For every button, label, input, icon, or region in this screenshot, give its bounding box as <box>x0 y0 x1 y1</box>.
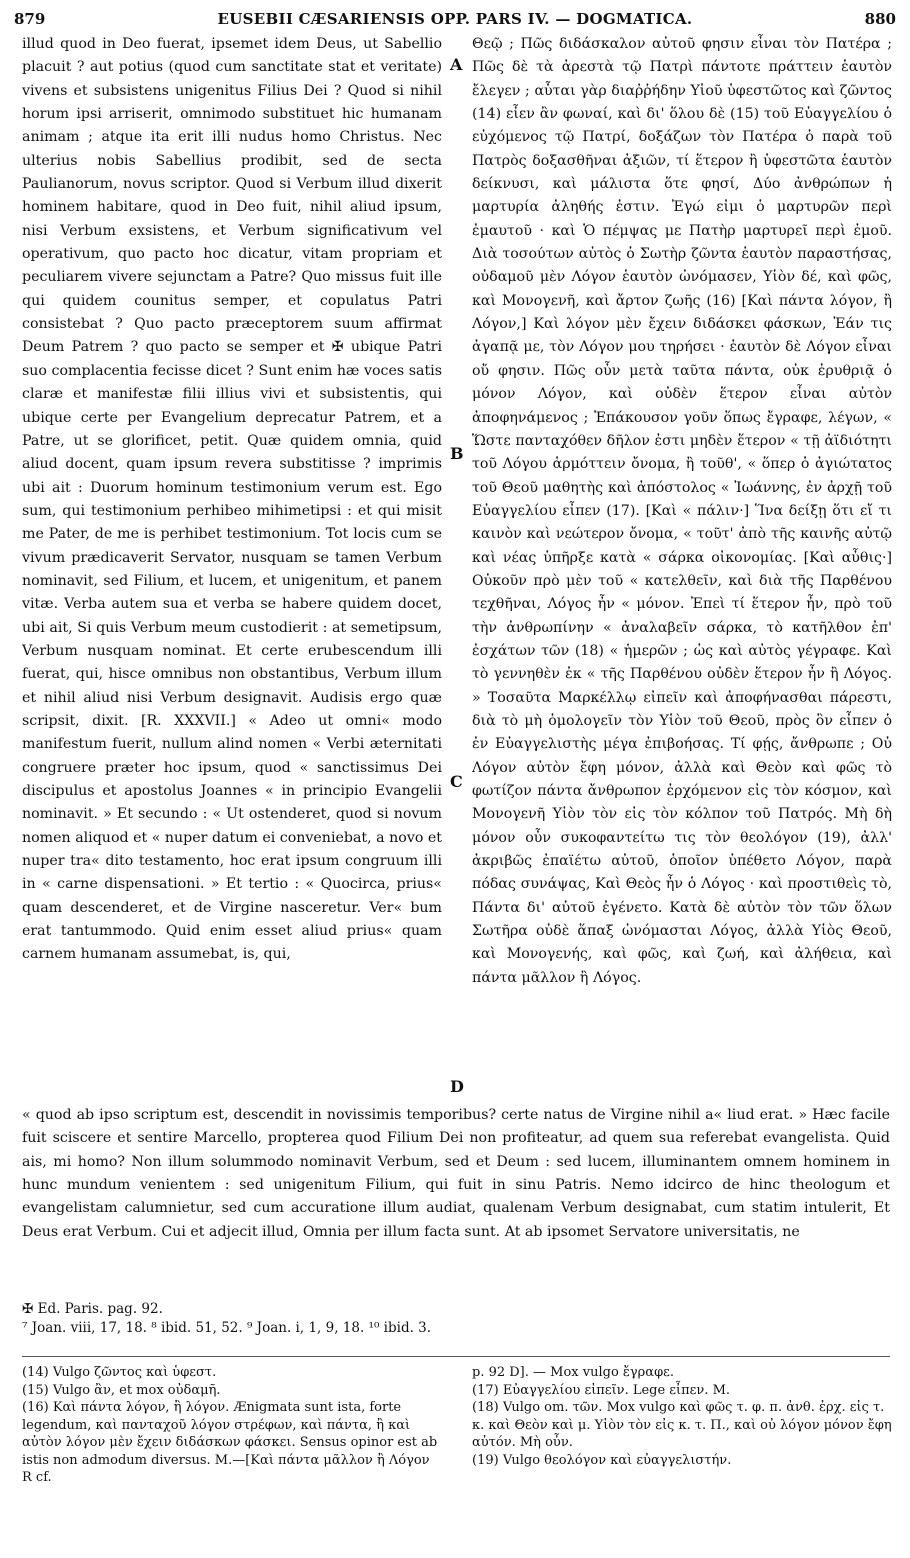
section-marker-c: C <box>450 772 463 791</box>
greek-text: Θεῷ ; Πῶς διδάσκαλον αὐτοῦ φησιν εἶναι τὸν Πατέρα ; Πῶς δὲ τὰ ἀρεστὰ τῷ Πατρὶ πάντοτε πράττειν ἑαυτὸν ἔλεγεν ; αὗται γὰρ διαῤῥήδην Υἱοῦ ὑφεστῶτος καὶ ζῶντος (14) εἶεν ἂν φωναί, καὶ δι' ὅλου δὲ (15) τοῦ Εὐαγγελίου ὁ εὐχόμενος τῷ Πατρί, δοξάζων τὸν Πατέρα ὁ παρὰ τοῦ Πατρὸς δοξασθῆναι ἀξιῶν, τί ἕτερον ἢ ὑφεστῶτα ἑαυτὸν δείκνυσι, καὶ μάλιστα ὅτε φησί, Δύο ἀνθρώπων ἡ μαρτυρία ἀληθής ἐστιν. Ἐγώ εἰμι ὁ μαρτυρῶν περὶ ἐμαυτοῦ · καὶ Ὁ πέμψας με Πατὴρ μαρτυρεῖ περὶ ἐμοῦ. Διὰ τοσούτων αὐτὸς ὁ Σωτὴρ ζῶντα ἑαυτὸν παραστήσας, οὐδαμοῦ μὲν Λόγον ἑαυτὸν ὠνόμασεν, Υἱὸν δέ, καὶ φῶς, καὶ Μονογενῆ, καὶ ἄρτον ζωῆς (16) [Καὶ πάντα λόγον, ἢ Λόγον,] Καὶ λόγον μὲν ἔχειν διδάσκει φάσκων, Ἐάν τις ἀγαπᾷ με, τὸν Λόγον μου τηρήσει · ἑαυτὸν δὲ Λόγον εἶναι οὔ φησιν. Πῶς οὖν μετὰ ταῦτα πάντα, οὐκ ἐρυθριᾷ ὁ μόνον Λόγον, καὶ οὐδὲν ἕτερον εἶναι αὐτὸν ἀποφηνάμενος ; Ἐπάκουσον γοῦν ὅπως ἔγραφε, λέγων, « Ὥστε πανταχόθεν δῆλον ἐστι μηδὲν ἕτερον « τῇ ἀϊδιότητι τοῦ Λόγου ἁρμόττειν ὄνομα, ἢ τοῦθ', « ὅπερ ὁ ἁγιώτατος τοῦ Θεοῦ μαθητὴς καὶ ἀπόστολος « Ἰωάννης, ἐν ἀρχῇ τοῦ Εὐαγγελίου εἶπεν (17). [Καὶ « πάλιν·] Ἵνα δείξῃ ὅτι εἴ τι καινὸν καὶ νεώτερον ὄνομα, « τοῦτ' ἀπὸ τῆς καινῆς αὐτῷ καὶ νέας ὑπῆρξε κατὰ « σάρκα οἰκονομίας. [Καὶ αὖθις·] Οὐκοῦν πρὸ μὲν τοῦ « κατελθεῖν, καὶ διὰ τῆς Παρθένου τεχθῆναι, Λόγος ἦν « μόνον. Ἐπεὶ τί ἕτερον ἦν, πρὸ τοῦ τὴν ἀνθρωπίνην « ἀναλαβεῖν σάρκα, τὸ κατῆλθον ἐπ' ἐσχάτων τῶν (18) « ἡμερῶν ; ὡς καὶ αὐτὸς γέγραφε. Καὶ τὸ γεννηθὲν ἐκ « τῆς Παρθένου οὐδὲν ἕτερον ἦν ἢ Λόγος. » Τοσαῦτα Μαρκέλλῳ εἰπεῖν καὶ ἀποφήνασθαι πάρεστι, διὰ τὸ μὴ ὁμολογεῖν τὸν Υἱὸν τοῦ Θεοῦ, πρὸς ὃν εἶπεν ὁ ἐν Εὐαγγελιστὴς μέγα ἐπιβοήσας. Τί φῄς, ἄνθρωπε ; Οὐ Λόγον αὐτὸν ἔφη μόνον, ἀλλὰ καὶ Θεὸν καὶ φῶς τὸ φωτίζον πάντα ἄνθρωπον ἐρχόμενον εἰς τὸν κόσμον, καὶ Μονογενῆ Υἱὸν τὸν εἰς τὸν κόλπον τοῦ Πατρός. Μὴ δὴ μόνον οὖν συκοφαντείτω τις τὸν θεολόγον (19), ἀλλ' ἀκριβῶς ἐπαϊέτω αὐτοῦ, ὁποῖον ὑπέθετο Λόγον, παρὰ πόδας συνάψας, Καὶ Θεὸς ἦν ὁ Λόγος · καὶ προστιθεὶς τὸ, Πάντα δι' αὐτοῦ ἐγένετο. Κατὰ δὲ αὐτὸν τὸν τῶν ὅλων Σωτῆρα οὐδὲ ἅπαξ ὠνόμασται Λόγος, ἀλλὰ Υἱὸς Θεοῦ, καὶ Μονογενής, καὶ φῶς, καὶ ζωή, καὶ ἀλήθεια, καὶ πάντα μᾶλλον ἢ Λόγος. <box>472 36 892 986</box>
full-width-text <box>22 1104 890 1289</box>
footnote: p. 92 D]. — Mox vulgo ἔγραφε. <box>472 1365 675 1380</box>
footnote: (19) Vulgo θεολόγον καὶ εὐαγγελιστήν. <box>472 1452 732 1468</box>
page-header <box>14 6 896 32</box>
section-marker-a: A <box>450 55 463 74</box>
section-marker-d: D <box>450 1077 464 1096</box>
footnote: (18) Vulgo om. τῶν. Mox vulgo καὶ φῶς τ. φ. π. ἀνθ. ἐρχ. εἰς τ. κ. καὶ Θεὸν καὶ μ. Υἱὸν τὸν εἰς κ. τ. Π., καὶ οὐ λόγον μόνον ἔφη αὐτόν. Μὴ οὖν. <box>472 1400 892 1450</box>
reference-notes <box>22 1300 890 1338</box>
footnotes-right <box>472 1364 892 1469</box>
greek-column <box>472 33 892 1123</box>
footnote: (16) Καὶ πάντα λόγον, ἢ λόγον. Ænigmata sunt ista, forte legendum, καὶ πανταχοῦ λόγον στρέφων, καὶ πάντα, ἢ καὶ αὐτὸν λόγον μὲν ἔχειν διδάσκων φάσκει. Sensus opinor est ab istis non admodum diversus. M.—[Καὶ πάντα μᾶλλον ἢ Λόγον R cf. <box>22 1400 438 1485</box>
footnote: (14) Vulgo ζῶντος καὶ ὑφεστ. <box>22 1365 217 1380</box>
latin-text: illud quod in Deo fuerat, ipsemet idem Deus, ut Sabellio placuit ? aut potius (quod cum sanctitate stat et veritate) vivens et subsistens unigenitus Filius Dei ? Quod si nihil horum ipsi arriserit, omnimodo substituet hic humanam animam ; atque ita erit illi nudus homo Christus. Nec ulterius nobis Sabellius prodibit, sed de secta Paulianorum, novus scriptor. Quod si Verbum illud dixerit hominem habitare, quod in Deo fuit, nihil aliud ipsum, nisi Verbum exsistens, et Verbum significativum vel operativum, quo pacto hoc dicatur, vitam propriam et peculiarem vivere sejunctam a Patre? Quo missus fuit ille qui quidem counitus semper, et copulatus Patri consistebat ? Quo pacto præceptorem suum affirmat Deum Patrem ? quo pacto se semper et ✠ ubique Patri suo complacentia fecisse dicet ? Sunt enim hæ voces satis claræ et manifestæ filii illius vivi et subsistentis, qui ubique certe per Evangelium deprecatur Patrem, et a Patre, ut se glorificet, petit. Quæ quidem omnia, quid aliud docent, quam ipsum revera substitisse ? imprimis ubi ait : Duorum hominum testimonium verum est. Ego sum, qui testimonium perhibeo mihimetipsi : et qui misit me Pater, de me is perhibet testimonium. Tot locis cum se vivum prædicaverit Servator, nusquam se tamen Verbum nominavit, sed Filium, et lucem, et unigenitum, et panem vitæ. Verba autem sua et verba se habere quidem docet, ubi ait, Si quis Verbum meum custodierit : at semetipsum, Verbum nusquam nominat. Et certe erubescendum illi fuerat, qui, hisce omnibus non obstantibus, Verbum illum et nihil aliud nisi Verbum designavit. Audisis ergo quæ scripsit, dixit. [R. XXXVII.] « Adeo ut omni« modo manifestum fuerit, nullum alind nomen « Verbi æternitati congruere præter hoc ipsum, quod « sanctissimus Dei discipulus et apostolus Joannes « in principio Evangelii nominavit. » Et secundo : « Ut ostenderet, quod si novum nomen aliquod et « nuper datum ei conveniebat, a novo et nuper tra« dito testamento, hoc erat ipsum congruum illi in « carne dispensationi. » Et tertio : « Quocirca, prius« quam descenderet, et de Virgine nasceretur. Ver« bum erat tantummodo. Quid enim esset aliud prius« quam carnem humanam assumebat, is, qui, <box>22 36 442 963</box>
full-width-paragraph: « quod ab ipso scriptum est, descendit in novissimis temporibus? certe natus de Virgine nihil a« liud erat. » Hæc facile fuit sciscere et sentire Marcello, propterea quod Filium Dei non profiteatur, ad quem sua referebat evangelista. Quid ais, mi homo? Non illum solummodo nominavit Verbum, sed et Deum : sed lucem, illuminantem omnem hominem in hunc mundum venientem : sed unigenitum Filium, qui fuit in sinu Patris. Nemo idcirco de hinc theologum et evangelistam calumnietur, sed cum accuratione illum audiat, qualenam Verbum designabat, cum statim intulerit, Et Deus erat Verbum. Cui et adjecit illud, Omnia per illum facta sunt. At ab ipsomet Servatore universitatis, ne <box>22 1107 890 1240</box>
section-marker-b: B <box>450 444 464 463</box>
page-number-left: 879 <box>14 10 46 28</box>
scripture-references: ⁷ Joan. viii, 17, 18. ⁸ ibid. 51, 52. ⁹ Joan. i, 1, 9, 18. ¹⁰ ibid. 3. <box>22 1320 432 1336</box>
footnote: (17) Εὐαγγελίου εἰπεῖν. Lege εἶπεν. M. <box>472 1382 731 1398</box>
footnotes-left <box>22 1364 442 1487</box>
running-title: EUSEBII CÆSARIENSIS OPP. PARS IV. — DOGMATICA. <box>217 10 693 28</box>
footnote: (15) Vulgo ἂν, et mox οὐδαμῆ. <box>22 1382 221 1398</box>
latin-column <box>22 33 442 1103</box>
footnote-divider <box>22 1356 890 1357</box>
page-number-right: 880 <box>864 10 896 28</box>
edition-note: ✠ Ed. Paris. pag. 92. <box>22 1301 163 1317</box>
